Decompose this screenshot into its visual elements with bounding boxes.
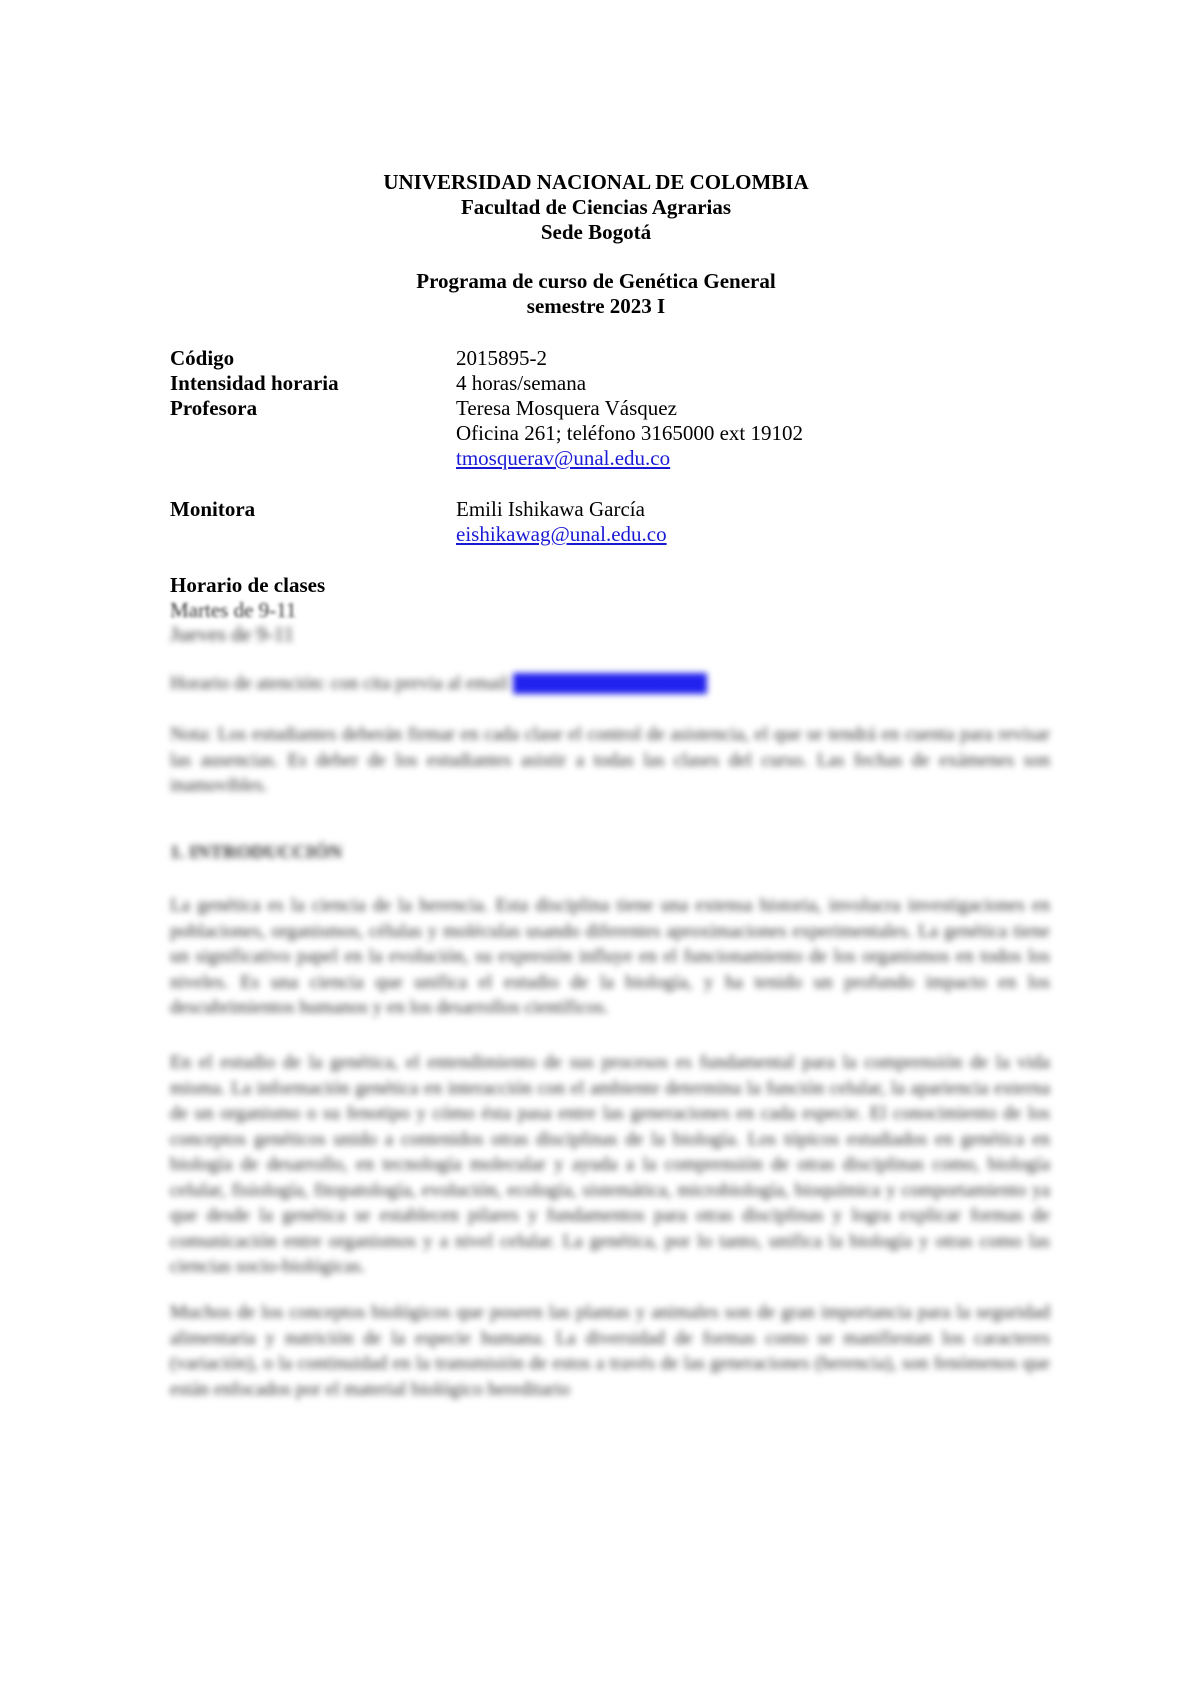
schedule-line-2: Jueves de 9-11 [170, 622, 295, 646]
document-header [0, 170, 1192, 319]
monitor-name: Emili Ishikawa García [456, 497, 645, 521]
university-name: UNIVERSIDAD NACIONAL DE COLOMBIA [383, 170, 809, 194]
intro-paragraph-3: Muchos de los conceptos biológicos que poseen las plantas y animales son de gran importancia para la seguridad alimentaria y nutrición de la especie humana. La diversidad de formas como se manifiestan los caracteres (variación), o la continuidad en la transmisión de estos a través de las generaciones (herencia), son fenómenos que están enfocados por el material biológico hereditario [170, 1302, 1050, 1400]
faculty-name: Facultad de Ciencias Agrarias [460, 195, 732, 219]
attention-line [170, 671, 707, 696]
schedule-line-1: Martes de 9-11 [170, 598, 297, 622]
professor-office: Oficina 261; teléfono 3165000 ext 19102 [456, 421, 804, 445]
code-label: Código [170, 346, 235, 370]
intro-paragraph-1: La genética es la ciencia de la herencia. Esta disciplina tiene una extensa historia, involucra investigaciones en poblaciones, organismos, células y moléculas usando diferentes aproximaciones experimentales. La genética tiene un significativo papel en la evolución, su expresión influye en el funcionamiento de los organismos en todos los niveles. Es una ciencia que unifica el estudio de la biología, y ha tenido un profundo impacto en los descubrimientos humanos y en los desarrollos científicos. [170, 895, 1050, 1018]
monitor-email-link[interactable]: eishikawag@unal.edu.co [456, 522, 667, 546]
hours-value: 4 horas/semana [456, 371, 587, 395]
professor-name: Teresa Mosquera Vásquez [456, 396, 677, 420]
professor-label: Profesora [170, 396, 258, 420]
semester-title: semestre 2023 I [526, 294, 666, 318]
monitor-label: Monitora [170, 497, 256, 521]
section-introduction-heading: 1. INTRODUCCIÓN [170, 842, 343, 863]
schedule-label: Horario de clases [170, 573, 326, 597]
intro-paragraph-2: En el estudio de la genética, el entendimiento de sus procesos es fundamental para la comprensión de la vida misma. La información genética en interacción con el ambiente determina la función celular, la apariencia externa de un organismo o su fenotipo y cómo ésta pasa entre las generaciones en cada especie. El conocimiento de los conceptos genéticos unido a contenidos otras disciplinas de la biología. Los tópicos estudiados en genética en biología de desarrollo, en tecnología molecular y ayuda a la comprensión de otras disciplinas como, biología celular, fisiología, fitopatología, evolución, ecología, sistemática, microbiología, bioquímica y comportamiento ya que desde la genética se establecen pilares y fundamentos para otras disciplinas y logra explicar formas de comunicación entre organismos y a nivel celular. La genética, por lo tanto, unifica la biología y otras como las ciencias socio-biológicas. [170, 1052, 1050, 1277]
professor-email-link[interactable]: tmosquerav@unal.edu.co [456, 446, 671, 470]
hours-label: Intensidad horaria [170, 371, 339, 395]
attention-email-link[interactable]: eishikawag@unal.edu.co [514, 673, 706, 694]
code-value: 2015895-2 [456, 346, 547, 370]
campus-name: Sede Bogotá [540, 220, 652, 244]
attendance-note: Nota: Los estudiantes deberán firmar en cada clase el control de asistencia, el que se tendrá en cuenta para revisar las ausencias. Es deber de los estudiantes asistir a todas las clases del curso. Las fechas de exámenes son inamovibles. [170, 724, 1050, 796]
program-title: Programa de curso de Genética General [416, 269, 776, 293]
attention-text: Horario de atención: con cita previa al email [170, 673, 509, 694]
